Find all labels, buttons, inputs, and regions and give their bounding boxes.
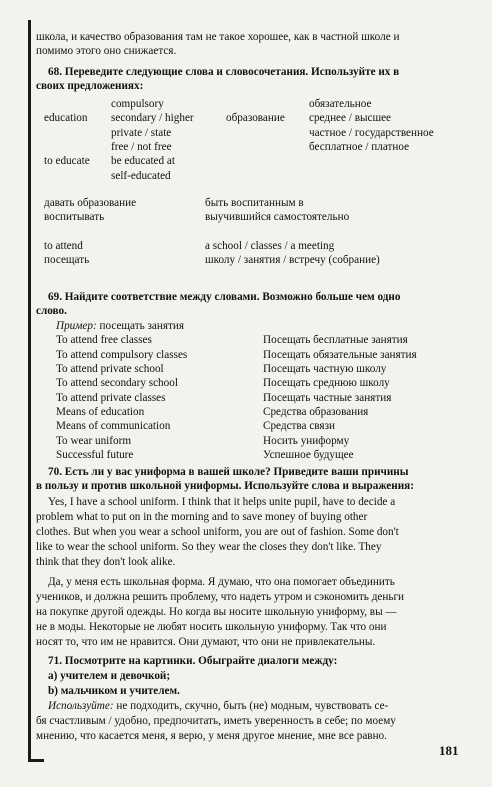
ex69-row-en: To attend free classes — [56, 334, 152, 346]
ex70-ru-line: учеников, и должна решить проблему, что надеть утром и сэкономить деньги — [36, 591, 405, 603]
ex71-heading: 71. Посмотрите на картинки. Обыграйте диалоги между: — [48, 655, 338, 667]
ex68-eng-compulsory: compulsory — [111, 98, 164, 110]
ex70-ru-line: носят то, что им не нравится. Они думают, что они не привлекательны. — [36, 636, 376, 648]
ex70-heading-cont: в пользу и против школьной униформы. Используйте слова и выражения: — [36, 480, 414, 492]
ex69-row-en: Successful future — [56, 449, 134, 461]
ex68-eng-free: free / not free — [111, 141, 172, 153]
ex69-row-en: To attend private school — [56, 363, 164, 375]
ex69-heading-cont: слово. — [36, 305, 67, 317]
ex68-pair1-left2: воспитывать — [44, 211, 105, 223]
ex69-row-en: To wear uniform — [56, 435, 132, 447]
ex70-heading: 70. Есть ли у вас униформа в вашей школе? Приведите ваши причины — [48, 466, 409, 478]
ex69-row-ru: Носить униформу — [263, 435, 350, 447]
ex68-pair2-left2: посещать — [44, 254, 90, 266]
ex71-use-text: не подходить, скучно, быть (не) модным, чувствовать се- — [116, 700, 389, 712]
ex68-eng-private: private / state — [111, 127, 172, 139]
ex68-pair2-right2: школу / занятия / встречу (собрание) — [205, 254, 380, 266]
ex68-pair2-left1: to attend — [44, 240, 83, 252]
ex71-use-line-1 — [48, 700, 388, 713]
ex69-row-ru: Посещать частную школу — [263, 363, 387, 375]
ex68-pair1-right1: быть воспитанным в — [205, 197, 304, 209]
ex69-row-ru: Средства образования — [263, 406, 369, 418]
ex70-ru-line: не в моды. Некоторые не любят носить школьную униформу. Так что они — [36, 621, 387, 633]
page-number: 181 — [439, 743, 459, 758]
ex69-example-text: посещать занятия — [99, 320, 185, 332]
ex69-row-en: To attend secondary school — [56, 377, 178, 389]
ex69-row-ru: Посещать обязательные занятия — [263, 349, 417, 361]
intro-line-2: помимо этого оно снижается. — [36, 45, 177, 57]
ex69-row-ru: Посещать среднюю школу — [263, 377, 390, 389]
ex71-item-b: b) мальчиком и учителем. — [48, 685, 180, 697]
ex71-use-line-3: мнению, что касается меня, я верю, у меня другое мнение, мне все равно. — [36, 730, 387, 742]
ex68-ru-compulsory: обязательное — [309, 98, 372, 110]
ex68-eng-self-educated: self-educated — [111, 170, 171, 182]
ex70-en-line: think that they don't look alike. — [36, 556, 176, 568]
ex69-row-ru: Успешное будущее — [263, 449, 354, 461]
ex68-heading: 68. Переведите следующие слова и словосочетания. Используйте их в — [48, 66, 400, 78]
ex69-example-label: Пример: — [56, 320, 97, 332]
scan-binding-corner — [28, 759, 44, 762]
ex70-ru-line: на покупке другой одежды. Но когда вы носите школьную униформу, вы — — [36, 606, 397, 618]
ex68-word-to-educate: to educate — [44, 155, 90, 167]
ex69-row-ru: Посещать бесплатные занятия — [263, 334, 408, 346]
ex69-row-en: Means of education — [56, 406, 145, 418]
ex68-heading-cont: своих предложениях: — [36, 80, 144, 92]
ex68-eng-be-educated: be educated at — [111, 155, 175, 167]
ex70-en-line: Yes, I have a school uniform. I think that it helps unite pupil, have to decide a — [48, 496, 396, 508]
ex69-row-en: Means of communication — [56, 420, 171, 432]
ex69-heading: 69. Найдите соответствие между словами. Возможно больше чем одно — [48, 291, 401, 303]
ex71-use-line-2: бя счастливым / удобно, предпочитать, иметь уверенность в себе; по моему — [36, 715, 396, 727]
ex68-ru-word-education: образование — [226, 112, 285, 124]
ex70-en-line: clothes. But when you wear a school uniform, you are out of fashion. Some don't — [36, 526, 399, 538]
scan-binding-edge — [28, 20, 31, 762]
ex69-row-ru: Посещать частные занятия — [263, 392, 392, 404]
ex68-pair1-left1: давать образование — [44, 197, 137, 209]
ex69-row-en: To attend private classes — [56, 392, 166, 404]
ex70-en-line: problem what to put on in the morning and to save money of buying other — [36, 511, 368, 523]
ex70-en-line: like to wear the school uniform. So they wear the closes they don't like. They — [36, 541, 382, 553]
ex69-row-ru: Средства связи — [263, 420, 335, 432]
ex71-use-label: Используйте: — [48, 700, 114, 712]
ex68-ru-private: частное / государственное — [309, 127, 434, 139]
ex69-example — [56, 320, 184, 333]
ex68-ru-free: бесплатное / платное — [309, 141, 410, 153]
ex68-pair2-right1: a school / classes / a meeting — [205, 240, 335, 252]
ex68-pair1-right2: выучившийся самостоятельно — [205, 211, 350, 223]
ex69-row-en: To attend compulsory classes — [56, 349, 188, 361]
intro-line-1: школа, и качество образования там не такое хорошее, как в частной школе и — [36, 31, 400, 43]
ex71-item-a: а) учителем и девочкой; — [48, 670, 171, 682]
ex70-ru-line: Да, у меня есть школьная форма. Я думаю, что она помогает объединить — [48, 576, 395, 588]
ex68-word-education: education — [44, 112, 88, 124]
ex68-ru-secondary: среднее / высшее — [309, 112, 391, 124]
ex68-eng-secondary: secondary / higher — [111, 112, 194, 124]
